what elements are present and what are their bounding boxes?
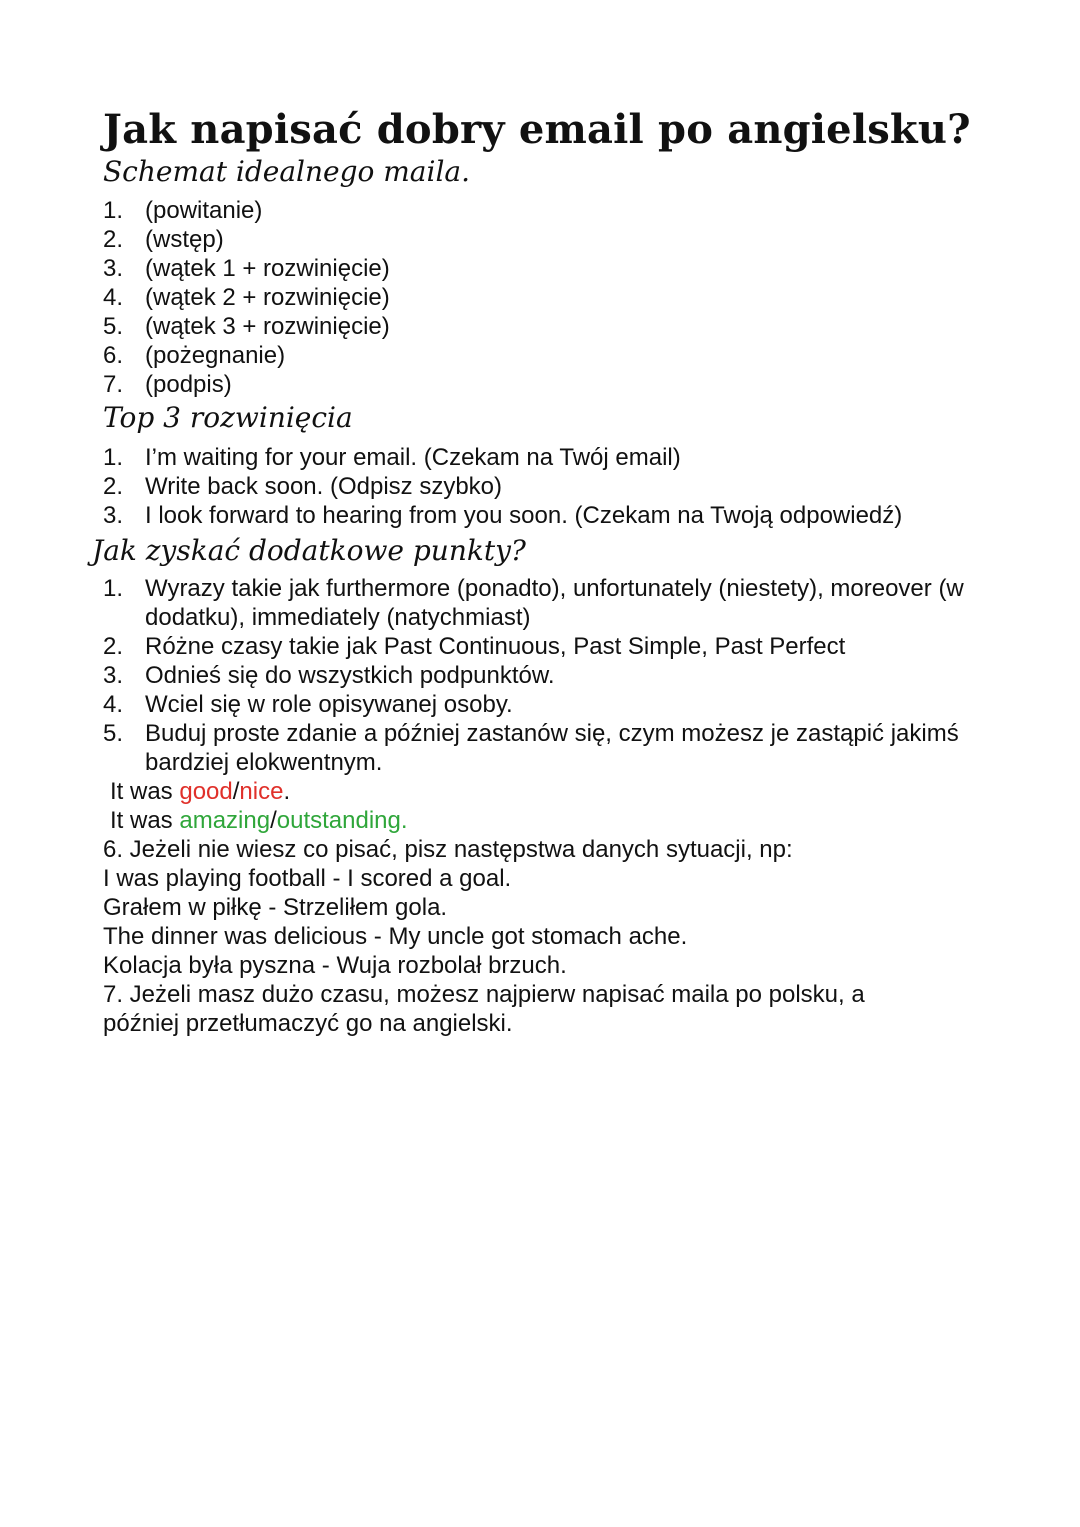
item-text: I’m waiting for your email. (Czekam na Twój email) [145,444,681,471]
list-item [103,254,1003,283]
item-text: (wstęp) [145,226,224,253]
item-text: (pożegnanie) [145,342,286,369]
item-number: 2. [103,473,124,500]
list-item [103,574,983,632]
list-item [103,690,983,719]
list-item [103,719,983,777]
list-item [103,472,1003,501]
item-number: 1. [103,197,124,224]
item-text: (wątek 2 + rozwinięcie) [145,284,390,311]
example-sentence: The dinner was delicious - My uncle got stomach ache. [103,923,688,950]
item-text: Wciel się w role opisywanej osoby. [145,691,513,718]
item-number: 1. [103,575,124,602]
list-item [103,312,1003,341]
item-text: Wyrazy takie jak furthermore (ponadto), unfortunately (niestety), moreover (w dodatku), immediately (natychmiast) [145,575,964,631]
example-line-basic [110,777,290,806]
top3-heading: Top 3 rozwinięcia [103,401,353,434]
item-text: (wątek 1 + rozwinięcie) [145,255,390,282]
item-number: 4. [103,284,124,311]
item-text: Write back soon. (Odpisz szybko) [145,473,503,500]
point-7-continued: później przetłumaczyć go na angielski. [103,1010,513,1037]
example-sentence: Kolacja była pyszna - Wuja rozbolał brzuch. [103,952,567,979]
list-item [103,632,983,661]
item-number: 1. [103,444,124,471]
points-heading: Jak zyskać dodatkowe punkty? [92,534,526,567]
item-number: 3. [103,255,124,282]
item-text: I look forward to hearing from you soon. (Czekam na Twoją odpowiedź) [145,502,903,529]
list-item [103,661,983,690]
item-text: Odnieś się do wszystkich podpunktów. [145,662,555,689]
example-word-advanced-1: amazing [179,807,271,834]
list-item [103,341,1003,370]
item-text: (podpis) [145,371,232,398]
item-number: 5. [103,313,124,340]
item-number: 7. [103,371,124,398]
example-word-advanced-2: outstanding. [276,807,408,834]
example-slash: / [232,778,240,805]
item-number: 5. [103,720,124,747]
example-sentence: I was playing football - I scored a goal. [103,865,512,892]
item-number: 3. [103,502,124,529]
example-suffix: . [283,778,291,805]
item-number: 3. [103,662,124,689]
point-6: 6. Jeżeli nie wiesz co pisać, pisz następstwa danych sytuacji, np: [103,836,793,863]
item-text: (powitanie) [145,197,263,224]
item-number: 4. [103,691,124,718]
point-7: 7. Jeżeli masz dużo czasu, możesz najpierw napisać maila po polsku, a [103,981,865,1008]
list-item [103,370,1003,399]
schema-list [103,196,1003,399]
item-number: 2. [103,633,124,660]
list-item [103,283,1003,312]
top3-list [103,443,1003,530]
item-number: 2. [103,226,124,253]
list-item [103,196,1003,225]
example-prefix: It was [110,807,180,834]
item-number: 6. [103,342,124,369]
item-text: (wątek 3 + rozwinięcie) [145,313,390,340]
item-text: Różne czasy takie jak Past Continuous, Past Simple, Past Perfect [145,633,846,660]
list-item [103,225,1003,254]
example-slash: / [270,807,277,834]
example-line-advanced [110,806,408,835]
example-word-basic-2: nice [239,778,284,805]
points-list [103,574,983,777]
example-word-basic-1: good [179,778,233,805]
schema-heading: Schemat idealnego maila. [103,155,470,188]
example-sentence: Grałem w piłkę - Strzeliłem gola. [103,894,448,921]
list-item [103,501,1003,530]
page-title: Jak napisać dobry email po angielsku? [103,106,971,153]
item-text: Buduj proste zdanie a później zastanów się, czym możesz je zastąpić jakimś bardziej elokwentnym. [145,720,959,776]
list-item [103,443,1003,472]
example-prefix: It was [110,778,180,805]
